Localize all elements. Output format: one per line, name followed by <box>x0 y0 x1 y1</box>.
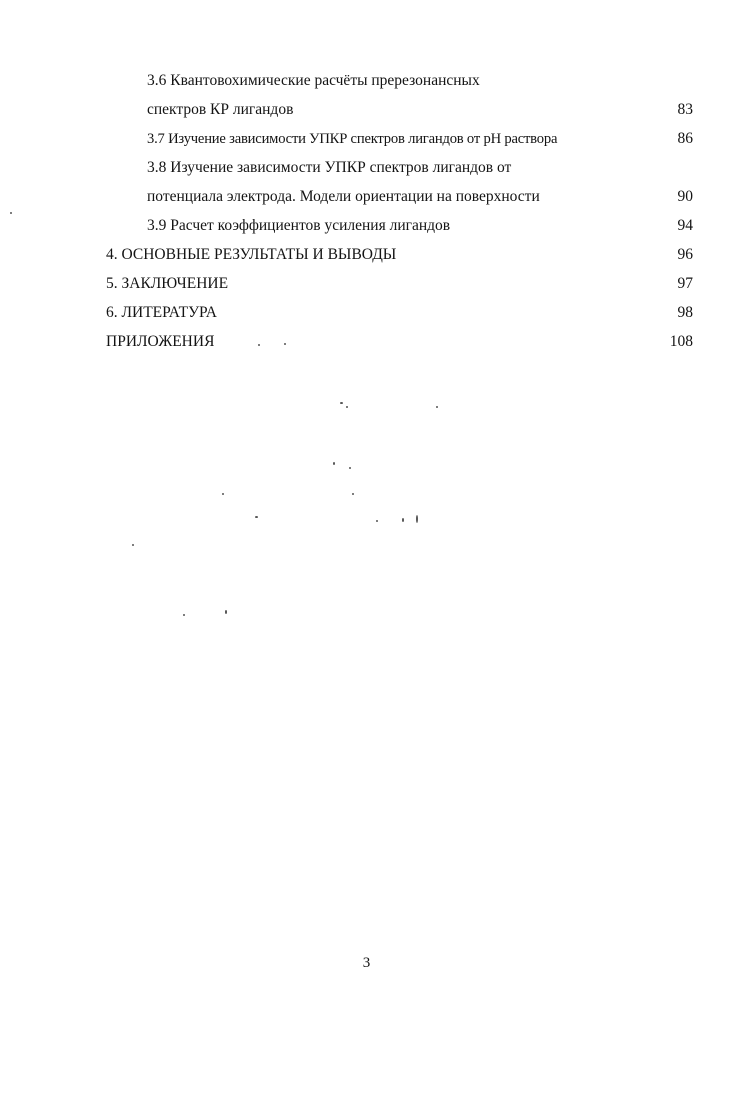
scan-speck <box>333 462 335 465</box>
scan-speck <box>349 467 351 469</box>
scan-speck <box>183 614 185 616</box>
toc-entry-page: 90 <box>677 188 693 205</box>
scan-speck <box>346 406 348 408</box>
scan-speck <box>10 212 12 214</box>
toc-entry-title: 3.9 Расчет коэффициентов усиления лигандов <box>147 217 451 234</box>
toc-entry-page: 108 <box>669 333 693 350</box>
toc-entry-title: спектров КР лигандов <box>147 101 294 118</box>
scan-speck <box>402 518 404 522</box>
toc-entry-page: 97 <box>677 275 693 292</box>
scan-speck <box>132 544 134 546</box>
toc-entry-title: 6. ЛИТЕРАТУРА <box>106 304 217 321</box>
toc-entry-title: потенциала электрода. Модели ориентации на поверхности <box>147 188 540 205</box>
toc-entry-page: 86 <box>677 130 693 147</box>
scan-speck <box>416 515 418 523</box>
toc-entry-page: 96 <box>677 246 693 263</box>
toc-entry-title: 4. ОСНОВНЫЕ РЕЗУЛЬТАТЫ И ВЫВОДЫ <box>106 246 397 263</box>
toc-entry-page: 94 <box>677 217 693 234</box>
toc-entry-title: ПРИЛОЖЕНИЯ <box>106 333 215 350</box>
scan-speck <box>352 493 354 495</box>
toc-entry-title: 3.6 Квантовохимические расчёты пререзонансных <box>147 72 480 89</box>
scan-speck <box>222 493 224 495</box>
toc-entry-page: 83 <box>677 101 693 118</box>
toc-entry-page: 98 <box>677 304 693 321</box>
scan-speck <box>436 406 438 408</box>
toc-entry-title: 3.7 Изучение зависимости УПКР спектров лигандов от pH раствора <box>147 131 558 147</box>
scan-speck <box>284 343 286 345</box>
scan-speck <box>225 610 227 614</box>
toc-entry-title: 5. ЗАКЛЮЧЕНИЕ <box>106 275 229 292</box>
scan-speck <box>376 520 378 522</box>
scan-speck <box>258 344 260 346</box>
scan-speck <box>340 402 343 404</box>
page-number: 3 <box>362 955 371 971</box>
toc-entry-title: 3.8 Изучение зависимости УПКР спектров лигандов от <box>147 159 512 176</box>
scan-speck <box>255 516 258 518</box>
